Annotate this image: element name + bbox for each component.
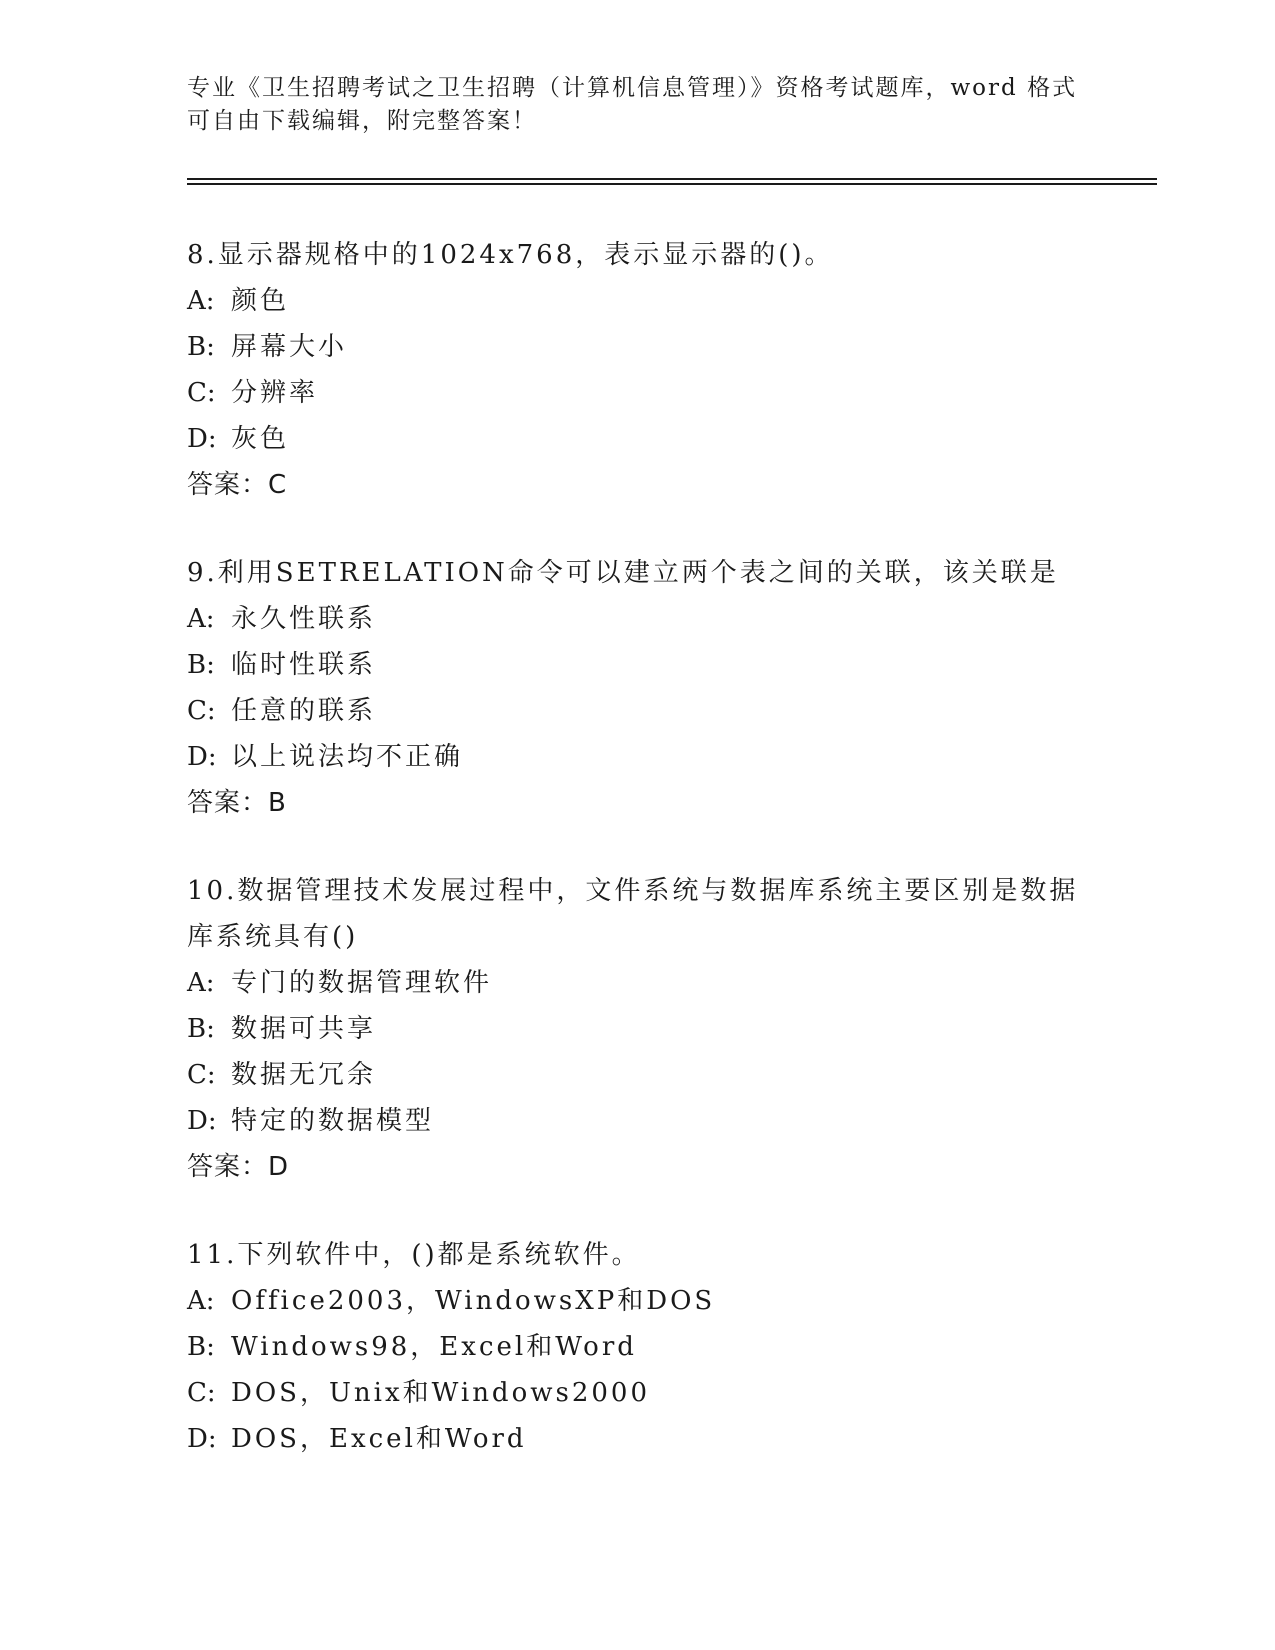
option-text: 数据无冗余 [231, 1060, 377, 1090]
option-d [187, 416, 1087, 462]
question-stem: 8.显示器规格中的1024x768，表示显示器的()。 [187, 240, 834, 270]
question-8 [187, 232, 1087, 508]
option-b [187, 324, 1087, 370]
option-b [187, 1324, 1087, 1370]
option-text: 分辨率 [231, 378, 319, 408]
option-key: A: [187, 604, 215, 634]
option-text: DOS，Unix和Windows2000 [231, 1378, 650, 1408]
option-key: D: [187, 742, 217, 772]
option-key: C: [187, 1060, 216, 1090]
option-key: A: [187, 1286, 215, 1316]
option-key: D: [187, 424, 217, 454]
header-line-2: 可自由下载编辑，附完整答案！ [187, 108, 537, 134]
option-key: C: [187, 696, 216, 726]
option-a [187, 278, 1087, 324]
question-stem: 9.利用SETRELATION命令可以建立两个表之间的关联，该关联是 [187, 558, 1059, 588]
option-text: 屏幕大小 [231, 332, 348, 362]
option-c [187, 370, 1087, 416]
header-divider-bottom [187, 183, 1157, 185]
option-key: D: [187, 1424, 217, 1454]
option-text: 专门的数据管理软件 [231, 968, 493, 998]
option-text: 颜色 [231, 286, 290, 316]
option-text: Windows98，Excel和Word [231, 1332, 637, 1362]
option-key: A: [187, 968, 215, 998]
option-b [187, 1006, 1087, 1052]
option-text: Office2003，WindowsXP和DOS [231, 1286, 716, 1316]
option-key: C: [187, 378, 216, 408]
option-a [187, 596, 1087, 642]
option-key: B: [187, 1014, 215, 1044]
option-c [187, 688, 1087, 734]
question-11 [187, 1232, 1087, 1462]
header-divider-top [187, 178, 1157, 180]
header-line-1: 专业《卫生招聘考试之卫生招聘（计算机信息管理）》资格考试题库，word 格式 [187, 75, 1078, 101]
option-key: A: [187, 286, 215, 316]
answer-line: 答案：D [187, 1152, 290, 1182]
option-c [187, 1052, 1087, 1098]
option-text: DOS，Excel和Word [231, 1424, 527, 1454]
option-d [187, 1416, 1087, 1462]
option-d [187, 1098, 1087, 1144]
option-key: B: [187, 650, 215, 680]
question-10 [187, 868, 1087, 1190]
option-a [187, 1278, 1087, 1324]
option-text: 临时性联系 [231, 650, 377, 680]
answer-line: 答案：B [187, 788, 287, 818]
answer-line: 答案：C [187, 470, 288, 500]
document-header [187, 72, 1087, 138]
option-text: 数据可共享 [231, 1014, 377, 1044]
option-text: 永久性联系 [231, 604, 377, 634]
option-key: B: [187, 1332, 215, 1362]
question-stem: 11.下列软件中，()都是系统软件。 [187, 1240, 641, 1270]
option-key: C: [187, 1378, 216, 1408]
option-text: 特定的数据模型 [231, 1106, 435, 1136]
question-9 [187, 550, 1087, 826]
option-d [187, 734, 1087, 780]
option-c [187, 1370, 1087, 1416]
question-stem: 10.数据管理技术发展过程中，文件系统与数据库系统主要区别是数据库系统具有() [187, 876, 1079, 952]
option-key: D: [187, 1106, 217, 1136]
option-b [187, 642, 1087, 688]
question-list [187, 232, 1087, 1504]
option-a [187, 960, 1087, 1006]
option-text: 以上说法均不正确 [231, 742, 464, 772]
option-key: B: [187, 332, 215, 362]
option-text: 灰色 [231, 424, 290, 454]
option-text: 任意的联系 [231, 696, 377, 726]
